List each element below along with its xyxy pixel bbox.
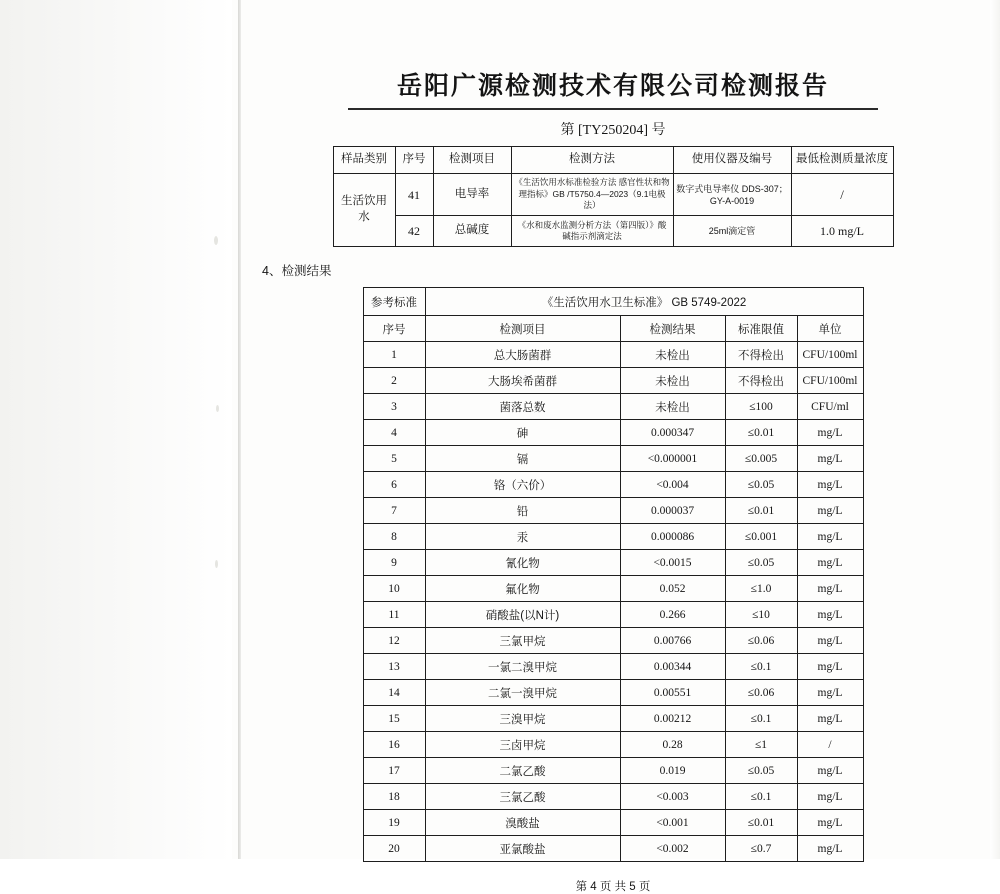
row-result: 0.00551: [620, 680, 725, 706]
row-result: 0.019: [620, 758, 725, 784]
row-unit: mg/L: [797, 654, 863, 680]
row-item: 三卤甲烷: [425, 732, 620, 758]
row-instrument: 25ml滴定管: [673, 216, 791, 247]
row-seq: 17: [363, 758, 425, 784]
row-item: 一氯二溴甲烷: [425, 654, 620, 680]
row-limit: ≤0.05: [725, 550, 797, 576]
table-row: [363, 836, 863, 862]
page-title: 岳阳广源检测技术有限公司检测报告: [396, 71, 829, 100]
row-detection-limit: /: [791, 174, 893, 216]
row-seq: 12: [363, 628, 425, 654]
table-row: [363, 758, 863, 784]
col-seq: 序号: [363, 316, 425, 342]
col-unit: 单位: [797, 316, 863, 342]
row-item: 三溴甲烷: [425, 706, 620, 732]
row-unit: CFU/100ml: [797, 342, 863, 368]
row-unit: CFU/100ml: [797, 368, 863, 394]
row-result: <0.000001: [620, 446, 725, 472]
col-seq: 序号: [395, 147, 433, 174]
row-item: 氰化物: [425, 550, 620, 576]
row-limit: ≤0.01: [725, 498, 797, 524]
table-row: [363, 550, 863, 576]
col-standard-limit: 标准限值: [725, 316, 797, 342]
row-unit: mg/L: [797, 420, 863, 446]
row-item: 镉: [425, 446, 620, 472]
table-row: [363, 654, 863, 680]
table-row: [363, 368, 863, 394]
row-seq: 42: [395, 216, 433, 247]
methods-table: [333, 146, 894, 247]
row-limit: ≤100: [725, 394, 797, 420]
row-limit: ≤0.06: [725, 628, 797, 654]
row-unit: mg/L: [797, 706, 863, 732]
table-row: [363, 420, 863, 446]
page-right-margin-shadow: [990, 0, 1000, 859]
row-seq: 3: [363, 394, 425, 420]
row-item: 砷: [425, 420, 620, 446]
row-seq: 14: [363, 680, 425, 706]
row-limit: ≤0.01: [725, 810, 797, 836]
table-row: [363, 524, 863, 550]
row-seq: 13: [363, 654, 425, 680]
table-row: [363, 342, 863, 368]
row-unit: mg/L: [797, 446, 863, 472]
table-row: [363, 576, 863, 602]
row-unit: mg/L: [797, 758, 863, 784]
row-seq: 2: [363, 368, 425, 394]
row-unit: mg/L: [797, 628, 863, 654]
row-item: 溴酸盐: [425, 810, 620, 836]
row-unit: mg/L: [797, 472, 863, 498]
col-test-item: 检测项目: [433, 147, 511, 174]
col-test-method: 检测方法: [511, 147, 673, 174]
row-limit: ≤0.7: [725, 836, 797, 862]
row-seq: 41: [395, 174, 433, 216]
row-item: 电导率: [433, 174, 511, 216]
row-item: 氟化物: [425, 576, 620, 602]
table-row: [363, 472, 863, 498]
row-limit: ≤10: [725, 602, 797, 628]
row-limit: ≤1: [725, 732, 797, 758]
row-result: 0.266: [620, 602, 725, 628]
row-item: 大肠埃希菌群: [425, 368, 620, 394]
row-detection-limit: 1.0 mg/L: [791, 216, 893, 247]
section-heading: 4、检测结果: [262, 264, 332, 278]
page-spine-edge: [238, 0, 241, 859]
row-limit: ≤0.005: [725, 446, 797, 472]
page-left-margin-shadow: [0, 0, 232, 859]
row-limit: ≤0.06: [725, 680, 797, 706]
table-row: [363, 498, 863, 524]
table-row: [363, 602, 863, 628]
row-limit: ≤0.01: [725, 420, 797, 446]
row-limit: 不得检出: [725, 368, 797, 394]
row-result: <0.004: [620, 472, 725, 498]
row-item: 总碱度: [433, 216, 511, 247]
table-row: [363, 446, 863, 472]
report-document: [248, 34, 978, 893]
row-item: 三氯甲烷: [425, 628, 620, 654]
row-result: 0.052: [620, 576, 725, 602]
row-seq: 20: [363, 836, 425, 862]
row-method: 《水和废水监测分析方法（第四版）》酸碱指示剂滴定法: [511, 216, 673, 247]
row-result: 0.00212: [620, 706, 725, 732]
scan-speck: [215, 560, 218, 568]
table-row: [363, 732, 863, 758]
row-unit: mg/L: [797, 576, 863, 602]
row-item: 铬（六价）: [425, 472, 620, 498]
results-table-header-row: [363, 316, 863, 342]
row-result: 0.28: [620, 732, 725, 758]
table-row: [333, 216, 893, 247]
row-unit: mg/L: [797, 498, 863, 524]
row-item: 亚氯酸盐: [425, 836, 620, 862]
row-limit: ≤0.05: [725, 472, 797, 498]
row-result: 未检出: [620, 394, 725, 420]
row-unit: mg/L: [797, 550, 863, 576]
row-seq: 6: [363, 472, 425, 498]
reference-standard-label: 参考标准: [363, 288, 425, 316]
reference-standard-value: 《生活饮用水卫生标准》 GB 5749-2022: [425, 288, 863, 316]
col-detection-limit: 最低检测质量浓度: [791, 147, 893, 174]
scan-speck: [214, 236, 218, 245]
row-seq: 4: [363, 420, 425, 446]
row-item: 总大肠菌群: [425, 342, 620, 368]
row-limit: ≤0.1: [725, 784, 797, 810]
title-underline: [348, 108, 878, 110]
table-row: [363, 394, 863, 420]
row-result: 未检出: [620, 342, 725, 368]
row-result: <0.001: [620, 810, 725, 836]
row-limit: ≤0.05: [725, 758, 797, 784]
table-row: [363, 706, 863, 732]
row-seq: 15: [363, 706, 425, 732]
row-item: 菌落总数: [425, 394, 620, 420]
row-seq: 7: [363, 498, 425, 524]
row-seq: 19: [363, 810, 425, 836]
page-footer: 第 4 页 共 5 页: [575, 881, 651, 893]
table-row: [363, 810, 863, 836]
row-limit: 不得检出: [725, 342, 797, 368]
table-row: [363, 784, 863, 810]
row-seq: 18: [363, 784, 425, 810]
col-instrument: 使用仪器及编号: [673, 147, 791, 174]
row-instrument: 数字式电导率仪 DDS-307；GY-A-0019: [673, 174, 791, 216]
row-item: 汞: [425, 524, 620, 550]
reference-standard-row: [363, 288, 863, 316]
report-number: 第 [TY250204] 号: [560, 123, 666, 138]
row-seq: 16: [363, 732, 425, 758]
row-unit: mg/L: [797, 524, 863, 550]
row-seq: 1: [363, 342, 425, 368]
row-limit: ≤1.0: [725, 576, 797, 602]
row-result: 0.000086: [620, 524, 725, 550]
table-row: [363, 628, 863, 654]
row-result: 未检出: [620, 368, 725, 394]
row-seq: 8: [363, 524, 425, 550]
row-result: <0.002: [620, 836, 725, 862]
row-unit: mg/L: [797, 784, 863, 810]
row-result: 0.00766: [620, 628, 725, 654]
col-sample-category: 样品类别: [333, 147, 395, 174]
row-item: 硝酸盐(以N计): [425, 602, 620, 628]
row-seq: 11: [363, 602, 425, 628]
row-method: 《生活饮用水标准检验方法 感官性状和物理指标》GB /T5750.4—2023（9.1电极法）: [511, 174, 673, 216]
row-item: 铅: [425, 498, 620, 524]
row-limit: ≤0.001: [725, 524, 797, 550]
row-unit: CFU/ml: [797, 394, 863, 420]
row-item: 二氯乙酸: [425, 758, 620, 784]
row-unit: mg/L: [797, 680, 863, 706]
row-result: <0.0015: [620, 550, 725, 576]
col-test-item: 检测项目: [425, 316, 620, 342]
row-item: 二氯一溴甲烷: [425, 680, 620, 706]
row-limit: ≤0.1: [725, 706, 797, 732]
row-unit: mg/L: [797, 602, 863, 628]
table-row: [363, 680, 863, 706]
row-item: 三氯乙酸: [425, 784, 620, 810]
row-result: 0.00344: [620, 654, 725, 680]
col-result: 检测结果: [620, 316, 725, 342]
scan-speck: [216, 405, 219, 412]
row-seq: 5: [363, 446, 425, 472]
row-limit: ≤0.1: [725, 654, 797, 680]
row-result: 0.000347: [620, 420, 725, 446]
row-unit: mg/L: [797, 810, 863, 836]
row-result: 0.000037: [620, 498, 725, 524]
sample-category-cell: 生活饮用水: [333, 174, 395, 247]
row-unit: mg/L: [797, 836, 863, 862]
row-result: <0.003: [620, 784, 725, 810]
methods-table-header-row: [333, 147, 893, 174]
results-table: [363, 287, 864, 862]
row-seq: 9: [363, 550, 425, 576]
table-row: [333, 174, 893, 216]
row-seq: 10: [363, 576, 425, 602]
row-unit: /: [797, 732, 863, 758]
